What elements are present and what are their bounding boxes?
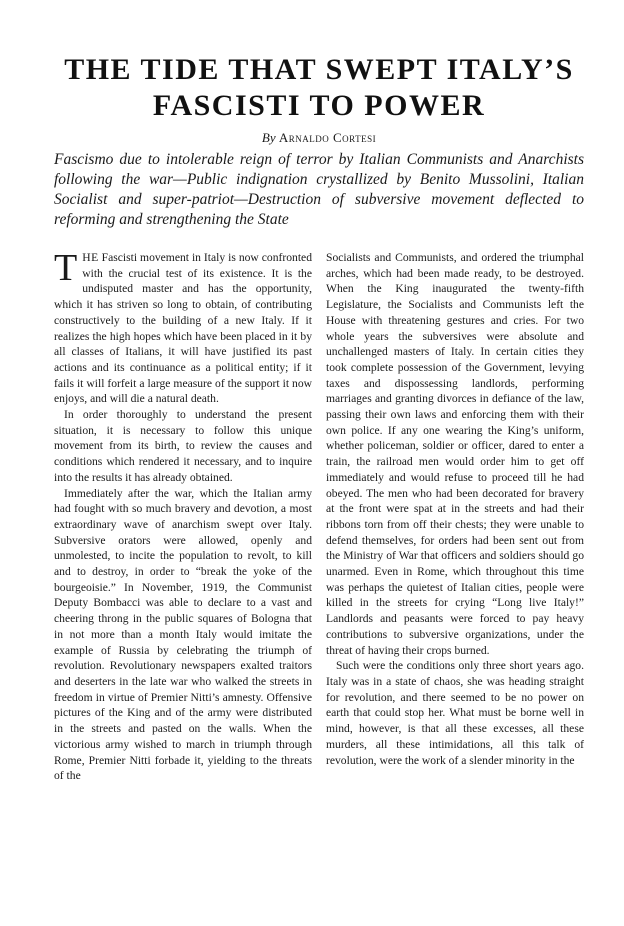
article-subtitle: Fascismo due to intolerable reign of terror by Italian Communists and Anarchists following the war—Public indignation crystallized by Benito Mussolini, Italian Socialist and super-patriot—Destruction of subversive movement deflected to reforming and strengthening the State [54, 151, 584, 228]
byline-prefix: By [261, 130, 276, 145]
byline [54, 130, 584, 146]
paragraph: Such were the conditions only three short years ago. Italy was in a state of chaos, she was heading straight for revolution, and there seemed to be no power on earth that could stop her. What must be borne well in mind, however, is that all these excesses, all these murders, all these intimidations, all this talk of revolution, were the work of a slender minority in the [326, 659, 584, 767]
title-line-1: THE TIDE THAT SWEPT ITALY’S [64, 53, 574, 86]
paragraph: In order thoroughly to understand the present situation, it is necessary to follow this unique movement from its birth, to review the causes and conditions which rendered it necessary, and to inquire into the results it has already obtained. [54, 408, 312, 484]
title-line-2: FASCISTI TO POWER [152, 89, 486, 122]
paragraph-text: Fascisti movement in Italy is now confronted with the crucial test of its existence. It is the undisputed master and has the opportunity, which it has striven so long to obtain, of contributing constructively to the building of a new Italy. If it realizes the high hopes which have been placed in it by all classes of Italians, it will have justified its past actions and its continuance as a political entity; if it fails it will forfeit a large measure of the support it now enjoys, and will die a natural death. [54, 251, 312, 406]
drop-cap: T [54, 247, 78, 289]
paragraph [54, 247, 312, 407]
author-name: Arnaldo Cortesi [278, 130, 377, 145]
column-left [54, 247, 312, 784]
article-title [54, 52, 584, 124]
article-body [54, 247, 584, 784]
lead-smallcaps: HE [82, 251, 99, 264]
column-right [326, 250, 584, 784]
paragraph: Immediately after the war, which the Italian army had fought with so much bravery and devotion, a most extraordinary wave of anarchism swept over Italy. Subversive orators were allowed, openly and unmolested, to incite the population to revolt, to kill and to destroy, in order to “break the yoke of the bourgeoisie.” In November, 1919, the Communist Deputy Bombacci was able to declare to a vast and cheering throng in the public squares of Bologna that in not more than a month Italy would imitate the example of Russia by celebrating the triumph of revolution. Revolutionary newspapers exalted traitors and deserters in the late war who walked the streets in freedom in virtue of Premier Nitti’s amnesty. Offensive pictures of the King and of the army were distributed in the streets and pasted on the walls. When the victorious army wished to march in triumph through Rome, Premier Nitti forbade it, yielding to the threats of the [54, 486, 312, 783]
paragraph: Socialists and Communists, and ordered the triumphal arches, which had been made ready, to be destroyed. When the King inaugurated the twenty-fifth Legislature, the Socialists and Communists left the House with threatening gestures and cries. For two whole years the subversives were absolute and unchallenged masters of Italy. In certain cities they took complete possession of the Government, levying taxes and dispossessing landlords, performing marriages and granting divorces in defiance of the law, passing their own laws and enforcing them with their own police. If any one wearing the King’s uniform, whether policeman, soldier or officer, dared to enter a train, the railroad men would order him to get off immediately and would refuse to proceed till he had obeyed. The men who had been decorated for bravery at the front were spat at in the streets and had their ribbons torn from off their chests; they were unable to defend themselves, for orders had been sent out from the Ministry of War that officers and soldiers should go unarmed. Even in Rome, which throughout this time was perhaps the quietest of Italian cities, people were killed in the streets for crying “Long live Italy!” Landlords and peasants were forced to pay heavy contributions to subversive organizations, under the threat of having their crops burned. [326, 251, 584, 657]
